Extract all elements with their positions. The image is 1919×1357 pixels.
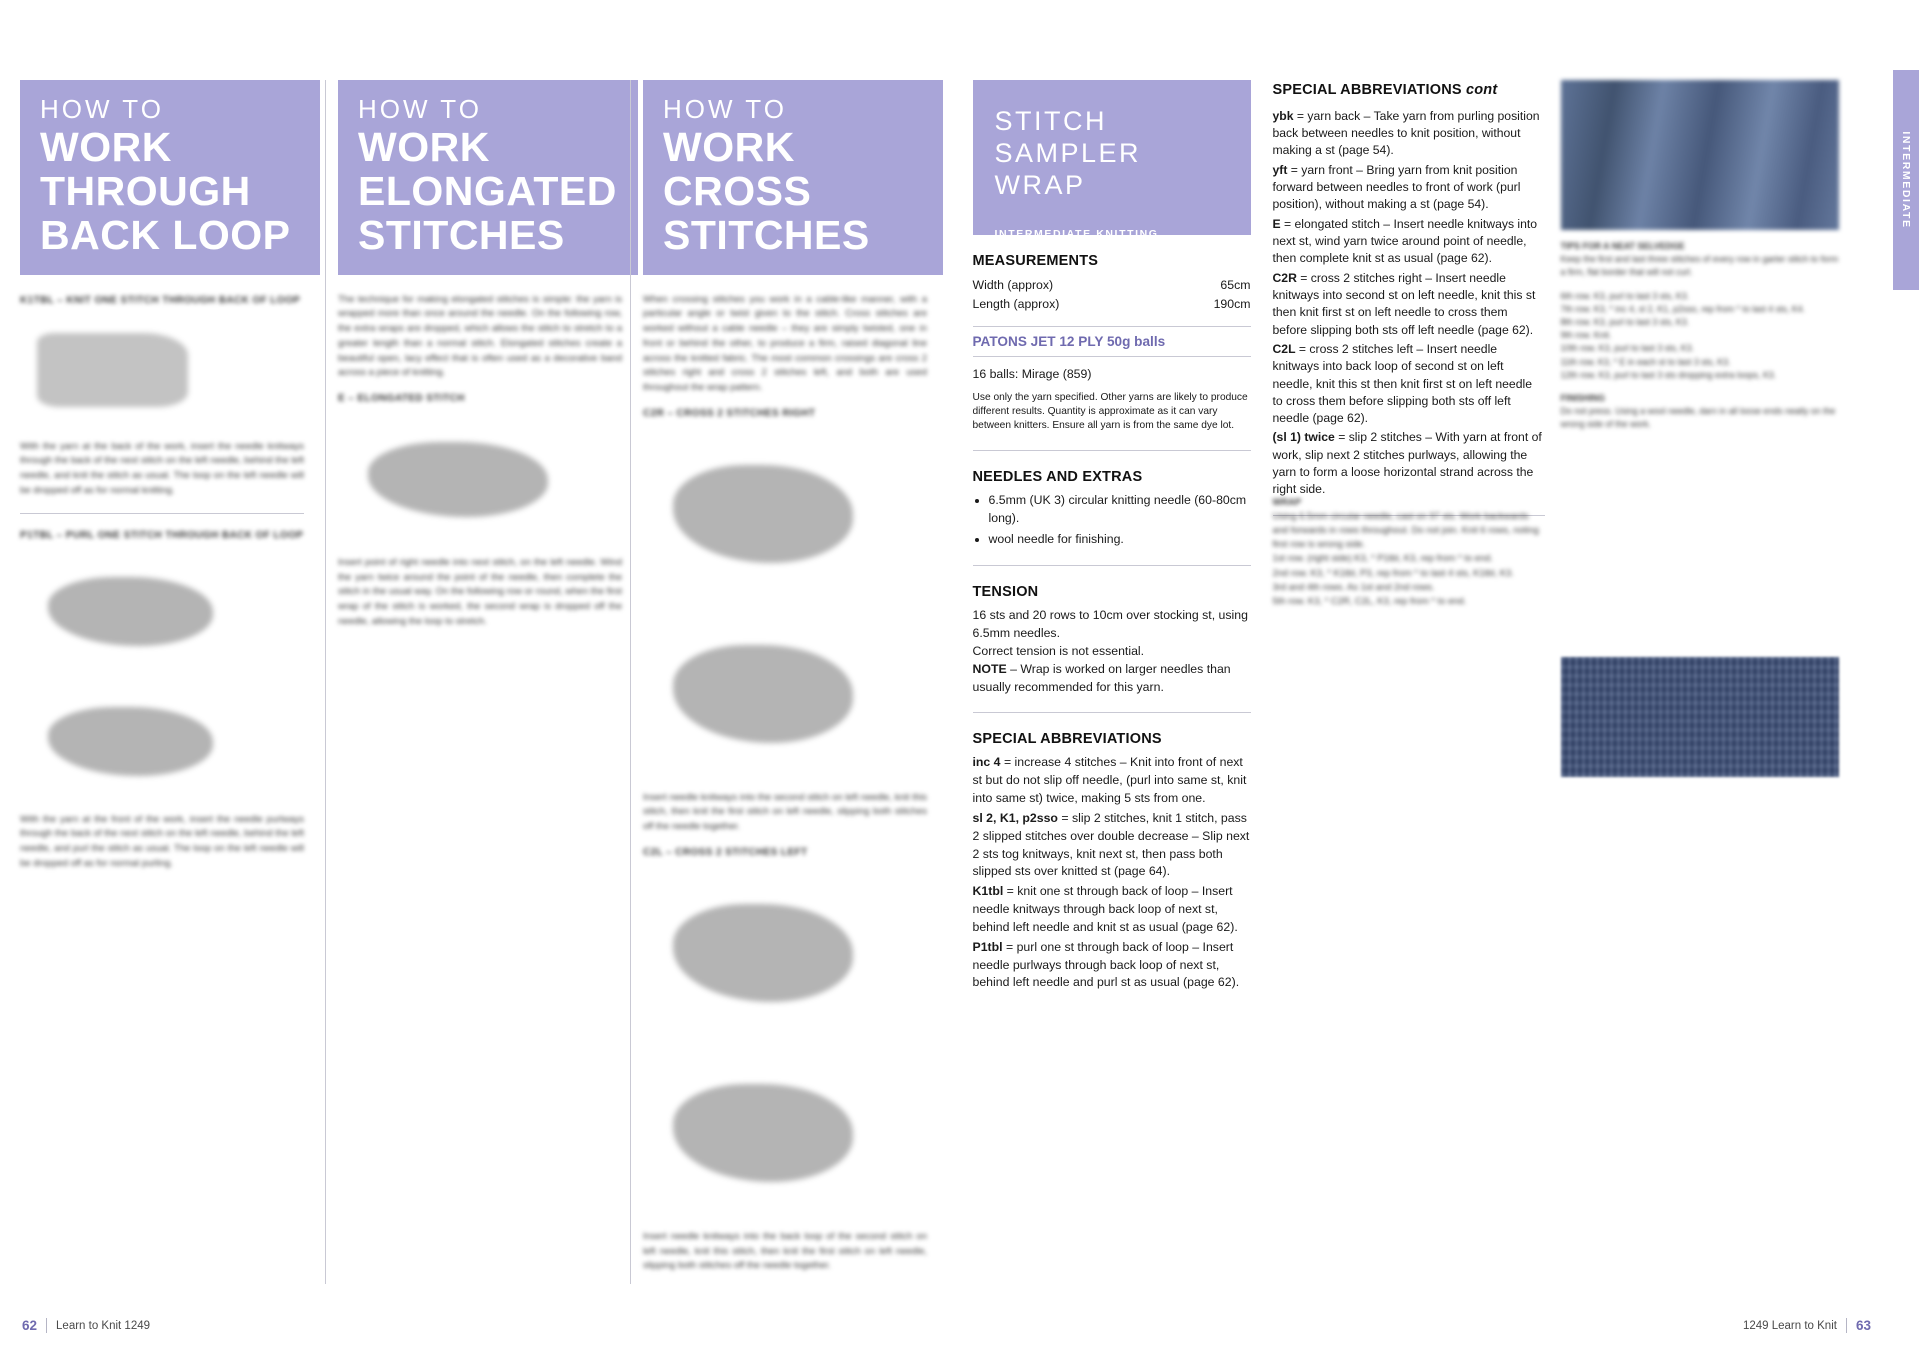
abbreviation-text: = increase 4 stitches – Knit into front of next st but do not slip off needle, (purl into same st, knit into same st) twice, making 5 sts from one. [972,755,1247,806]
side-note-a-heading: TIPS FOR A NEAT SELVEDGE [1560,241,1685,251]
illustration-k1tbl [20,318,230,430]
howto-column-back-loop [20,80,325,1284]
tension-heading: TENSION [972,584,1039,601]
abbreviation-entry [973,939,1251,992]
yarn-name: PATONS JET 12 PLY 50g balls [973,326,1251,357]
yarn-note: Use only the yarn specified. Other yarns are likely to produce different results. Quantity is approximate as it can vary between knitters. Ensure all yarn is from the same dye lot. [972,391,1248,432]
abbreviation-term: sl 2, K1, p2sso [972,810,1058,825]
divider [973,712,1251,713]
howto-columns [20,80,940,1284]
side-note-a [1561,240,1841,280]
abbreviation-term: K1tbl [972,884,1004,899]
side-note-a-text: Keep the first and last three stitches of every row in garter stitch to form a firm, flat border that will not curl. [1560,254,1839,278]
page-number-left: 62 [22,1318,38,1333]
measurement-row [973,295,1251,314]
special-abbreviations-cont-column [1273,80,1545,516]
footer-text-left: Learn to Knit 1249 [56,1319,151,1332]
instruction-row: 2nd row. K3, * K1tbl, P3, rep from * to last 4 sts, K1tbl, K3. [1272,566,1514,578]
banner-line-1: HOW TO [358,94,482,124]
abbreviation-text: = yarn back – Take yarn from purling position back between needles to knit position, without making a st (page 54). [1272,108,1540,158]
swatch-notes-column [1561,80,1841,431]
footer-right [1743,1318,1871,1333]
howto-banner-elongated [338,80,638,275]
banner-line-4: STITCHES [358,211,565,258]
measurement-row [973,276,1251,295]
instruction-row: 12th row. K3, purl to last 3 sts dropping extra loops, K3. [1560,369,1777,380]
wrap-instructions-heading: WRAP [1272,496,1302,507]
needles-heading: NEEDLES AND EXTRAS [972,468,1143,485]
tension-line-1: 16 sts and 20 rows to 10cm over stocking st, using 6.5mm needles. [972,608,1248,641]
abbreviation-entry [1273,162,1545,214]
pattern-level: INTERMEDIATE KNITTING [994,227,1159,240]
right-page-grid [961,80,1919,1260]
footer-left [22,1318,150,1333]
banner-line-4: STITCHES [663,211,870,258]
subheading-p1tbl: P1TBL – PURL ONE STITCH THROUGH BACK OF LOOP [20,529,304,541]
illustration-c2l-b [643,1050,893,1220]
paragraph-c2l: Insert needle knitways into the back loop of the second stitch on left needle, knit this stitch, then knit the first stitch on left needle, slipping both stitches off the needle together. [643,1230,927,1272]
banner-line-4: BACK LOOP [40,211,291,258]
measurement-label-width: Width (approx) [972,278,1054,292]
abbreviation-entry [1273,216,1545,268]
instruction-row: 10th row. K3, purl to last 3 sts, K3. [1560,343,1694,354]
measurement-label-length: Length (approx) [972,297,1060,312]
howto-banner-back-loop [20,80,320,275]
needles-item: • 6.5mm (UK 3) circular knitting needle (60-80cm long). [989,492,1251,528]
pattern-info-column [973,80,1251,994]
wrap-instructions-rows [1273,551,1545,607]
abbreviation-entry [973,754,1251,807]
banner-line-3: CROSS [663,168,812,214]
banner-line-2: WORK [358,124,490,171]
abbreviation-entry [973,810,1251,881]
abbreviation-term: E [1272,216,1281,231]
abbreviation-text: = slip 2 stitches, knit 1 stitch, pass 2 slipped stitches over double decrease – Slip next 2 sts tog knitways, knit next st, then pass both slipped sts over knitted st (page 64). [972,810,1250,879]
abbreviation-text: = cross 2 stitches left – Insert needle knitways into back loop of second st on left needle, knit this st then knit first st on left needle to cross them before slipping both sts off left needle (page 62). [1272,341,1532,426]
swatch-photo-detail [1561,657,1839,777]
swatch-photo-top [1561,80,1839,230]
abbreviation-term: inc 4 [972,755,1001,770]
page-number-right: 63 [1855,1318,1871,1333]
measurement-value-length: 190cm [1213,297,1251,312]
howto-column-elongated [325,80,630,1284]
paragraph-cross-intro: When crossing stitches you work in a cable-like manner, with a particular angle or twist given to the stitch. Cross stitches are worked without a cable needle – they are simply twisted, one in front or behind the other, to produce a firm, raised diagonal line across the knitted fabric. The most common crossings are cross 2 stitches right and cross 2 stitches left, and both are used throughout the wrap pattern. [643,293,927,393]
side-note-b-heading: FINISHING [1560,392,1605,403]
measurements-heading: MEASUREMENTS [972,253,1099,269]
banner-line-2: WORK [40,124,172,171]
tension-note-label: NOTE [972,661,1007,676]
side-note-b-text: Do not press. Using a wool needle, darn in all loose ends neatly on the wrong side of the work. [1560,406,1836,430]
footer-text-right: 1249 Learn to Knit [1742,1319,1837,1332]
banner-line-1: HOW TO [663,94,787,124]
abbreviation-entry [1273,341,1545,428]
abbreviation-term: ybk [1272,108,1294,123]
pattern-title: STITCH SAMPLER WRAP [994,106,1142,200]
needles-list [973,492,1251,549]
illustration-c2r-a [643,431,893,601]
abbreviation-text: = cross 2 stitches right – Insert needle knitways into second st on left needle, knit this st then knit first st on left needle to cross them before slipping both sts off left needle (page 62). [1272,270,1536,337]
instruction-row: 7th row. K3, * inc 4, sl 2, K1, p2sso, rep from * to last 4 sts, K4. [1560,303,1805,314]
instruction-row: 3rd and 4th rows. As 1st and 2nd rows. [1272,580,1435,592]
subheading-c2l: C2L – CROSS 2 STITCHES LEFT [643,846,808,858]
howto-banner-cross [643,80,943,275]
abbreviation-term: C2R [1272,270,1297,285]
banner-line-1: HOW TO [40,94,164,124]
instruction-row: 11th row. K3, * E in each st to last 3 sts, K3. [1560,356,1731,367]
howto-body-elongated [338,293,638,630]
divider [973,450,1251,451]
tension-note-text: – Wrap is worked on larger needles than usually recommended for this yarn. [972,661,1231,694]
abbreviation-text: = purl one st through back of loop – Insert needle purlways through back loop of next st, behind left needle and purl st as usual (page 62). [972,939,1240,990]
measurement-value-width: 65cm [1220,278,1251,292]
tension-note [973,661,1251,697]
abbreviation-text: = elongated stitch – Insert needle knitways into next st, wind yarn twice around point of needle, then complete knit st as usual (page 62). [1272,216,1538,266]
paragraph-c2r: Insert needle knitways into the second stitch on left needle, knit this stitch, then knit the first stitch on left needle, slipping both stitches off the needle together. [643,791,927,833]
section-tab-intermediate [1893,70,1919,290]
yarn-quantity: 16 balls: Mirage (859) [972,367,1092,382]
instruction-row: 8th row. K3, purl to last 3 sts, K3. [1560,316,1690,327]
illustration-elongated [338,416,588,546]
howto-body-cross [643,293,943,1274]
instructions-overflow-a [1561,290,1841,382]
paragraph-k1tbl: With the yarn at the back of the work, insert the needle knitways through the back of the next stitch on the left needle, behind the left needle, and knit the stitch as usual. The loop on the left needle will be dropped off as for normal knitting. [20,440,304,496]
abbreviation-term: C2L [1272,341,1296,356]
abbreviation-text: = knit one st through back of loop – Insert needle knitways through back loop of next st, behind left needle and knit st as usual (page 62). [972,884,1238,934]
wrap-instructions-intro: Using 6.5mm circular needle, cast on 97 sts. Work backwards and forwards in rows throughout. Do not join. Knit 6 rows, noting first row is wrong side. [1272,510,1539,550]
subheading-k1tbl: K1TBL – KNIT ONE STITCH THROUGH BACK OF LOOP [20,294,301,306]
instruction-row: 9th row. Knit. [1560,330,1612,341]
footer-divider [46,1318,47,1333]
instruction-row: 6th row. K3, purl to last 3 sts, K3. [1560,290,1690,301]
right-page [961,0,1919,1357]
illustration-p1tbl-b [20,683,250,803]
abbreviation-entry [1273,429,1545,498]
abbreviation-term: (sl 1) twice [1272,430,1335,445]
paragraph-p1tbl: With the yarn at the front of the work, insert the needle purlways through the back of the next stitch on the left needle, behind the left needle, and purl the stitch as usual. The loop on the left needle will be dropped off as for normal purling. [20,813,304,869]
instruction-row: 5th row. K3, * C2R, C2L, K3, rep from * to end. [1272,594,1467,606]
banner-line-2: WORK [663,124,795,171]
instruction-row: 1st row. (right side) K3, * P1tbl, K3, rep from * to end. [1272,552,1493,564]
abbreviation-term: P1tbl [972,939,1003,954]
tension-line-2: Correct tension is not essential. [972,643,1145,658]
subheading-elongated-stitch: E – ELONGATED STITCH [338,392,465,404]
side-note-b [1561,392,1841,432]
abbreviation-term: yft [1272,162,1288,177]
abbreviation-entry [1273,108,1545,160]
special-abbreviations-cont-heading [1273,80,1545,101]
abbreviation-entry [1273,270,1545,339]
heading-text: SPECIAL ABBREVIATIONS [1272,82,1462,98]
howto-body-back-loop [20,293,320,872]
illustration-p1tbl-a [20,553,250,673]
footer-divider [1846,1318,1847,1333]
pattern-title-box [973,80,1251,240]
abbreviation-entry [973,883,1251,936]
paragraph-elongated-intro: The technique for making elongated stitches is simple: the yarn is wrapped more than once around the needle. On the following row, the extra wraps are dropped, which allows the stitch to stretch to a greater length than a normal stitch. Elongated stitches create a beautiful open, lacy effect that is often used as a decorative band across a piece of knitting. [338,293,622,379]
abbreviation-text: = slip 2 stitches – With yarn at front of work, slip next 2 stitches purlways, allowing the yarn to form a loose horizontal strand across the right side. [1272,430,1542,497]
illustration-c2r-b [643,611,893,781]
banner-line-3: THROUGH [40,168,251,214]
subheading-c2r: C2R – CROSS 2 STITCHES RIGHT [643,407,816,419]
wrap-instructions-column [1273,495,1545,608]
banner-line-3: ELONGATED [358,168,617,214]
divider [20,513,304,514]
divider [973,565,1251,566]
illustration-c2l-a [643,870,893,1040]
howto-column-cross [630,80,935,1284]
special-abbreviations-heading: SPECIAL ABBREVIATIONS [972,731,1162,748]
heading-cont: cont [1465,82,1498,98]
paragraph-elongated-stitch: Insert point of right needle into next stitch, on the left needle. Wind the yarn twice around the point of the needle, then complete the stitch in the usual way. On the following row or round, when the first wrap of the stitch is worked, the second wrap is dropped off the needle, allowing the loop to stretch. [338,556,622,627]
abbreviation-text: = yarn front – Bring yarn from knit position forward between needles to front of work (purl position), without making a st (page 54). [1272,162,1521,212]
section-tab-label: INTERMEDIATE [1900,131,1912,229]
needles-item: • wool needle for finishing. [989,531,1251,549]
